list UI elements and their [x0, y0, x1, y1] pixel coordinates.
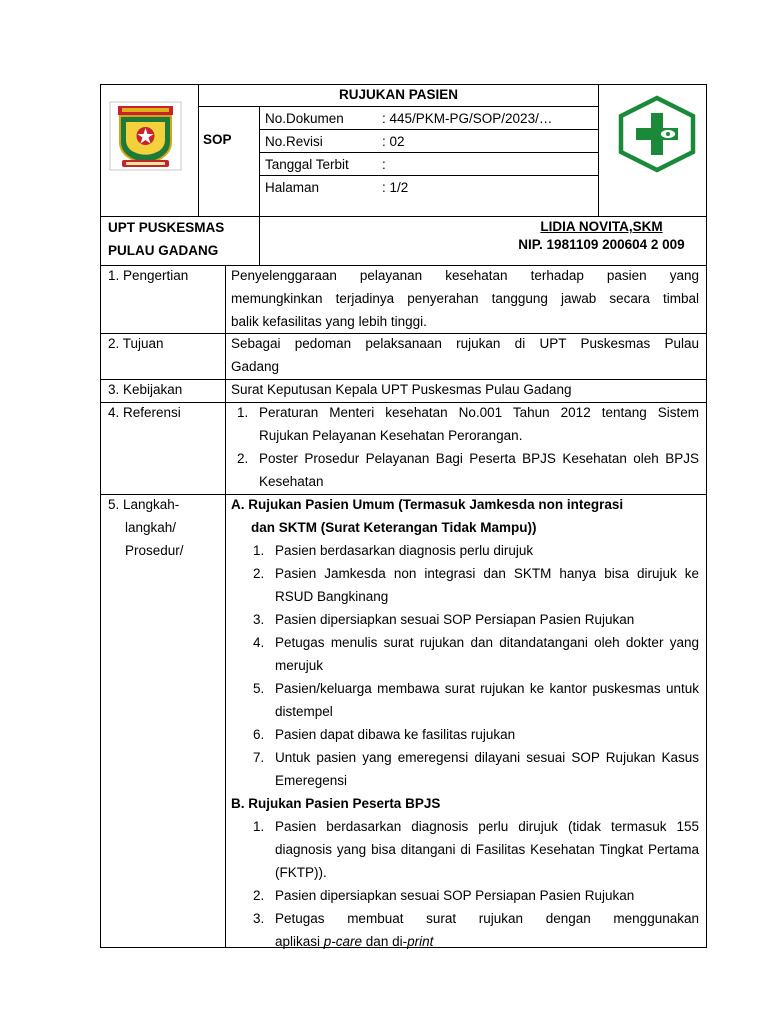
row-label-langkah [108, 493, 184, 562]
text-line: Penyelenggaraan pelayanan kesehatan terhadap pasien yang [231, 268, 699, 283]
list-item [253, 884, 699, 907]
list-text: Pasien dipersiapkan sesuai SOP Persiapan Pasien Rujukan [275, 612, 635, 627]
meta-key: Tanggal Terbit [265, 157, 349, 172]
tujuan-text [231, 332, 699, 378]
document-header [100, 84, 707, 266]
list-number: 4. [253, 635, 265, 650]
list-item [253, 562, 699, 608]
section-b-heading: B. Rujukan Pasien Peserta BPJS [231, 796, 441, 811]
list-number: 1. [253, 819, 265, 834]
signatory-name: LIDIA NOVITA,SKM [540, 219, 663, 234]
list-number: 7. [253, 750, 265, 765]
row-label-tujuan: 2. Tujuan [108, 336, 164, 351]
list-item [253, 677, 699, 723]
list-item [253, 723, 699, 746]
label-line: langkah/ [125, 520, 177, 535]
unit-name-line: PULAU GADANG [108, 243, 219, 258]
list-item [237, 447, 699, 493]
list-text-line: Petugas membuat surat rujukan dengan menggunakan [275, 911, 699, 926]
list-item [253, 907, 699, 953]
unit-name [108, 216, 224, 262]
prosedur-content [231, 493, 699, 953]
puskesmas-logo [618, 95, 696, 173]
list-text: Pasien dapat dibawa ke fasilitas rujukan [275, 727, 516, 742]
list-text: Pasien berdasarkan diagnosis perlu dirujuk (tidak termasuk 155 diagnosis yang bisa ditangani di Fasilitas Kesehatan Tingkat Pertama (FKTP)). [275, 819, 699, 880]
list-number: 2. [253, 888, 265, 903]
list-item [253, 746, 699, 792]
list-text: Pasien/keluarga membawa surat rujukan ke kantor puskesmas untuk distempel [275, 681, 699, 719]
list-text: Pasien Jamkesda non integrasi dan SKTM hanya bisa dirujuk ke RSUD Bangkinang [275, 566, 699, 604]
sop-body-table [100, 265, 707, 948]
list-item [253, 539, 699, 562]
meta-key: No.Revisi [265, 134, 323, 149]
kebijakan-text: Surat Keputusan Kepala UPT Puskesmas Pulau Gadang [231, 382, 572, 397]
list-text: Petugas menulis surat rujukan dan ditandatangani oleh dokter yang merujuk [275, 635, 699, 673]
text-line: Gadang [231, 359, 280, 374]
meta-value: : 1/2 [382, 180, 409, 195]
list-number: 3. [253, 612, 265, 627]
list-text: Pasien dipersiapkan sesuai SOP Persiapan Pasien Rujukan [275, 888, 635, 903]
meta-key: Halaman [265, 180, 320, 195]
list-number: 5. [253, 681, 265, 696]
list-text: Pasien berdasarkan diagnosis perlu dirujuk [275, 543, 534, 558]
meta-value: : 445/PKM-PG/SOP/2023/… [382, 111, 553, 126]
heading-line: A. Rujukan Pasien Umum (Termasuk Jamkesda non integrasi [231, 497, 624, 512]
meta-value: : 02 [382, 134, 405, 149]
text-line: Sebagai pedoman pelaksanaan rujukan di UPT Puskesmas Pulau [231, 336, 699, 351]
sop-label: SOP [203, 132, 232, 147]
list-item [253, 815, 699, 884]
list-text: Poster Prosedur Pelayanan Bagi Peserta BPJS Kesehatan oleh BPJS Kesehatan [259, 451, 699, 489]
list-text: Untuk pasien yang emeregensi dilayani sesuai SOP Rujukan Kasus Emeregensi [275, 750, 699, 788]
pengertian-text [231, 264, 699, 333]
list-item [237, 401, 699, 447]
list-number: 6. [253, 727, 265, 742]
list-number: 1. [237, 405, 249, 420]
divider [598, 85, 599, 217]
divider [259, 107, 260, 266]
meta-value: : [382, 157, 386, 172]
label-line: Prosedur/ [125, 543, 184, 558]
signatory-nip: NIP. 1981109 200604 2 009 [518, 237, 685, 252]
text-run: dan di- [362, 934, 408, 949]
label-line: 5. Langkah- [108, 497, 180, 512]
list-number: 1. [253, 543, 265, 558]
section-a-list [231, 539, 699, 792]
divider [225, 265, 226, 948]
section-a-heading [231, 493, 699, 539]
list-item [253, 608, 699, 631]
kabupaten-crest-logo [108, 100, 183, 172]
list-number: 2. [237, 451, 249, 466]
list-number: 3. [253, 911, 265, 926]
referensi-list [237, 401, 699, 493]
list-number: 2. [253, 566, 265, 581]
text-run-italic: print [407, 934, 434, 949]
text-line: memungkinkan terjadinya penyerahan tanggung jawab secara timbal [231, 291, 699, 306]
section-b-list [231, 815, 699, 953]
meta-key: No.Dokumen [265, 111, 344, 126]
list-text: Peraturan Menteri kesehatan No.001 Tahun 2012 tentang Sistem Rujukan Pelayanan Kesehatan Perorangan. [259, 405, 699, 443]
heading-line: dan SKTM (Surat Keterangan Tidak Mampu)) [251, 520, 537, 535]
document-title: RUJUKAN PASIEN [338, 87, 458, 102]
list-item [253, 631, 699, 677]
row-label-referensi: 4. Referensi [108, 405, 181, 420]
list-text-line [275, 930, 699, 953]
text-run: aplikasi [275, 934, 324, 949]
text-run-italic: p-care [323, 934, 363, 949]
text-line: balik kefasilitas yang lebih tinggi. [231, 314, 427, 329]
signatory [499, 218, 704, 254]
row-label-pengertian: 1. Pengertian [108, 268, 189, 283]
row-label-kebijakan: 3. Kebijakan [108, 382, 183, 397]
unit-name-line: UPT PUSKESMAS [108, 220, 225, 235]
